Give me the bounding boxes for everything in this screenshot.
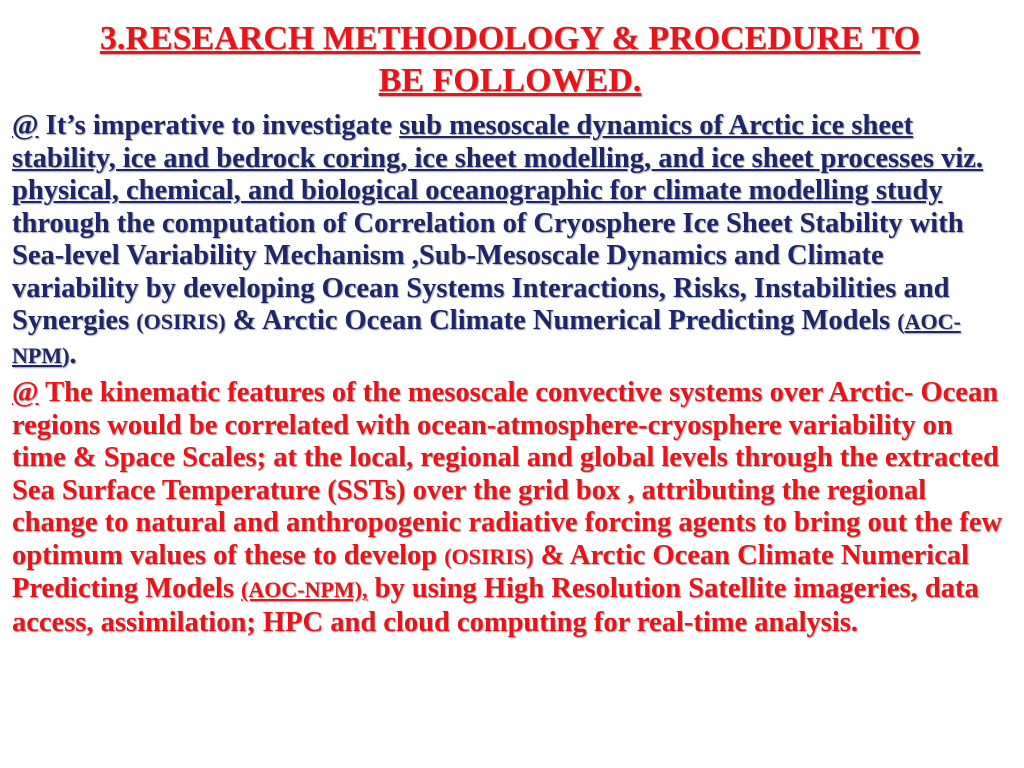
bullet-at: @ [12,377,39,408]
paragraph-1-body: through the computation of Correlation of Cryosphere Ice Sheet Stability with Sea-level Variability Mechanism ,Sub-Mesoscale Dynamics and Climate variability by developing Ocean Systems Interactions, Risks, Instabilities and Synergies [12,207,964,336]
paragraph-1-acronym-osiris: (OSIRIS) [136,309,226,334]
paragraph-1-acronym-aoc-npm: AOC-NPM [12,309,961,368]
paragraph-1-mid: & Arctic Ocean Climate Numerical Predicting Models [225,305,898,336]
paragraph-2-body: The kinematic features of the mesoscale convective systems over Arctic- Ocean regions would be correlated with ocean-atmosphere-cryosphere variability on time & Space Scales; at the local, regional and global levels through the extracted Sea Surface Temperature (SSTs) over the grid box , attributing the regional change to natural and anthropogenic radiative forcing agents to bring out the few optimum values of these to develop [12,377,1003,571]
paragraph-2 [12,377,1008,639]
slide-title [12,18,1008,102]
bullet-at: @ [12,110,39,141]
paragraph-1-lead: It’s imperative to investigate [38,110,400,141]
paragraph-1-end: . [69,338,77,370]
paragraph-2-acronym-osiris: (OSIRIS) [444,543,534,569]
paragraph-2-acronym-aoc-npm: (AOC-NPM), [241,577,368,602]
paragraph-1-underlined-topic: sub mesoscale dynamics of Arctic ice sheet stability, ice and bedrock coring, ice sheet modelling, and ice sheet processes viz. physical, chemical, and biological oceanographic for climate modelling study [12,110,984,206]
paragraph-2-mid: & Arctic Ocean Climate Numerical Predicting Models [12,539,970,604]
paragraph-1-acronym-open: ( [897,309,905,334]
paragraph-2-end: by using High Resolution Satellite imageries, data access, assimilation; HPC and cloud computing for real-time analysis. [12,573,979,638]
paragraph-1-acronym-close: ) [62,342,70,368]
paragraph-1 [12,110,1008,372]
title-line-1: 3.RESEARCH METHODOLOGY & PROCEDURE TO [99,20,921,57]
title-line-2: BE FOLLOWED. [378,62,642,99]
